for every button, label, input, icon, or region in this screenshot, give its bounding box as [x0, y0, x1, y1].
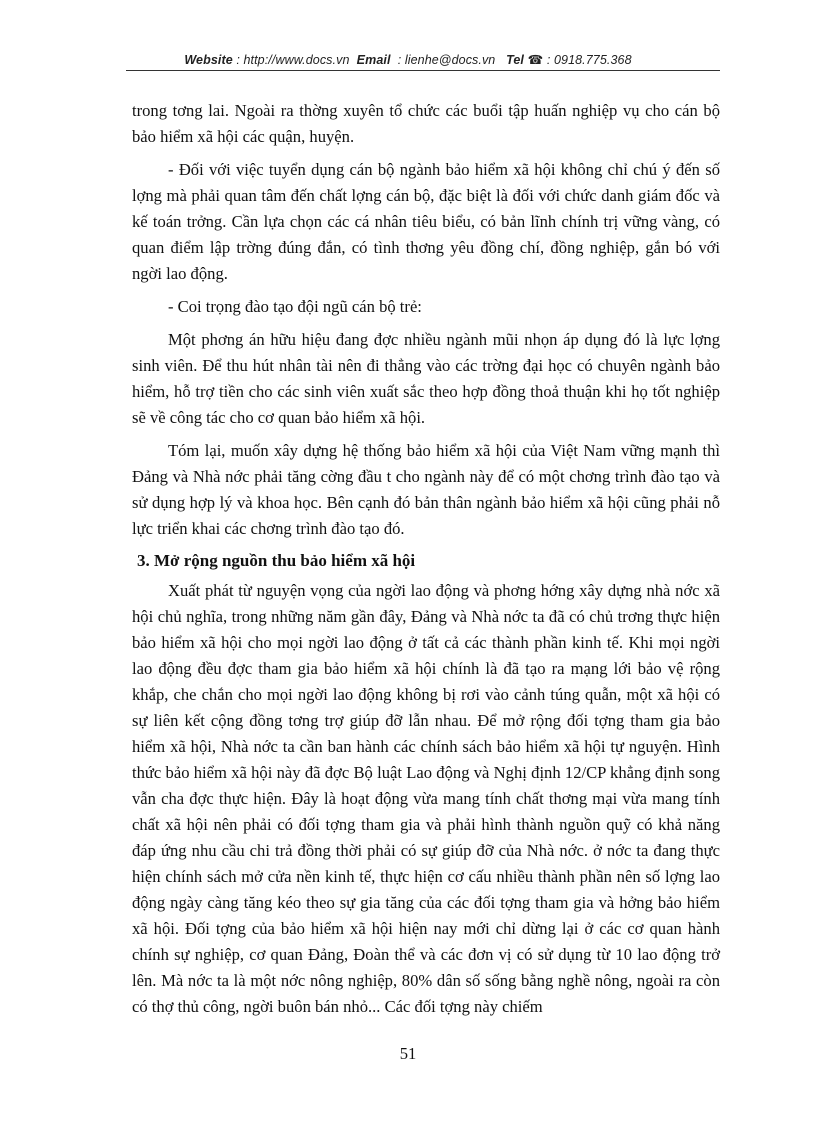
website-label: Website: [184, 53, 233, 67]
page-header: [0, 52, 816, 67]
phone-icon: ☎: [527, 53, 544, 67]
email-link[interactable]: : lienhe@docs.vn: [397, 53, 496, 67]
paragraph-young-staff: - Coi trọng đào tạo đội ngũ cán bộ trẻ:: [168, 297, 422, 316]
paragraph-recruitment: - Đối với việc tuyển dụng cán bộ ngành bảo hiểm xã hội không chỉ chú ý đến số lợng mà phải quan tâm đến chất lợng cán bộ, đặc biệt là đối với chức danh giám đốc và kế toán trởng. Cần lựa chọn các cá nhân tiêu biểu, có bản lĩnh chính trị vững vàng, có quan điểm lập trờng đúng đắn, có tình thơng yêu đồng chí, đồng nghiệp, gắn bó với ngời lao động.: [132, 160, 720, 283]
paragraph-summary: Tóm lại, muốn xây dựng hệ thống bảo hiểm xã hội của Việt Nam vững mạnh thì Đảng và Nhà nớc phải tăng cờng đầu t cho ngành này để có một chơng trình đào tạo và sử dụng hợp lý và khoa học. Bên cạnh đó bản thân ngành bảo hiểm xã hội cũng phải nỗ lực triển khai các chơng trình đào tạo đó.: [132, 441, 720, 538]
page-number: 51: [399, 1044, 417, 1063]
paragraph-continuation: trong tơng lai. Ngoài ra thờng xuyên tổ chức các buổi tập huấn nghiệp vụ cho cán bộ bảo hiểm xã hội các quận, huyện.: [132, 101, 720, 146]
header-divider: [126, 70, 720, 71]
paragraph-section-body: Xuất phát từ nguyện vọng của ngời lao động và phơng hớng xây dựng nhà nớc xã hội chủ nghĩa, trong những năm gần đây, Đảng và Nhà nớc ta đã có chủ trơng thực hiện bảo hiểm xã hội cho mọi ngời lao động ở tất cả các thành phần kinh tế. Khi mọi ngời lao động đều đợc tham gia bảo hiểm xã hội chính là đã tạo ra mạng lới bảo vệ rộng khắp, che chắn cho mọi ngời lao động không bị rơi vào cảnh túng quẫn, một xã hội có sự liên kết cộng đồng tơng trợ giúp đỡ lẫn nhau. Để mở rộng đối tợng tham gia bảo hiểm xã hội, Nhà nớc ta cần ban hành các chính sách bảo hiểm xã hội tự nguyện. Hình thức bảo hiểm xã hội này đã đợc Bộ luật Lao động và Nghị định 12/CP khẳng định song vẫn cha đợc thực hiện. Đây là hoạt động vừa mang tính chất thơng mại vừa mang tính chất xã hội nên phải có đối tợng tham gia và phải hình thành nguồn quỹ có khả năng đáp ứng nhu cầu chi trả đồng thời phải có sự giúp đỡ của Nhà nớc. ở nớc ta đang thực hiện chính sách mở cửa nền kinh tế, thực hiện cơ cấu nhiều thành phần nên số lợng lao động ngày càng tăng kéo theo sự gia tăng của các đối tợng tham gia và hởng bảo hiểm xã hội. Đối tợng của bảo hiểm xã hội hiện nay mới chỉ dừng lại ở các cơ quan hành chính sự nghiệp, cơ quan Đảng, Đoàn thể và các đơn vị có sử dụng từ 10 lao động trở lên. Mà nớc ta là một nớc nông nghiệp, 80% dân số sống bằng nghề nông, ngoài ra còn có thợ thủ công, ngời buôn bán nhỏ... Các đối tợng này chiếm: [132, 581, 720, 1016]
website-link[interactable]: : http://www.docs.vn: [236, 53, 350, 67]
tel-value: : 0918.775.368: [546, 53, 632, 67]
tel-label: Tel: [506, 53, 524, 67]
section-heading: 3. Mở rộng nguồn thu bảo hiểm xã hội: [137, 551, 416, 570]
document-body: [132, 98, 720, 1020]
paragraph-students: Một phơng án hữu hiệu đang đợc nhiều ngành mũi nhọn áp dụng đó là lực lợng sinh viên. Để thu hút nhân tài nên đi thẳng vào các trờng đại học có chuyên ngành bảo hiểm, hỗ trợ tiền cho các sinh viên xuất sắc theo hợp đồng thoả thuận khi họ tốt nghiệp sẽ về công tác cho cơ quan bảo hiểm xã hội.: [132, 330, 720, 427]
email-label: Email: [356, 53, 391, 67]
